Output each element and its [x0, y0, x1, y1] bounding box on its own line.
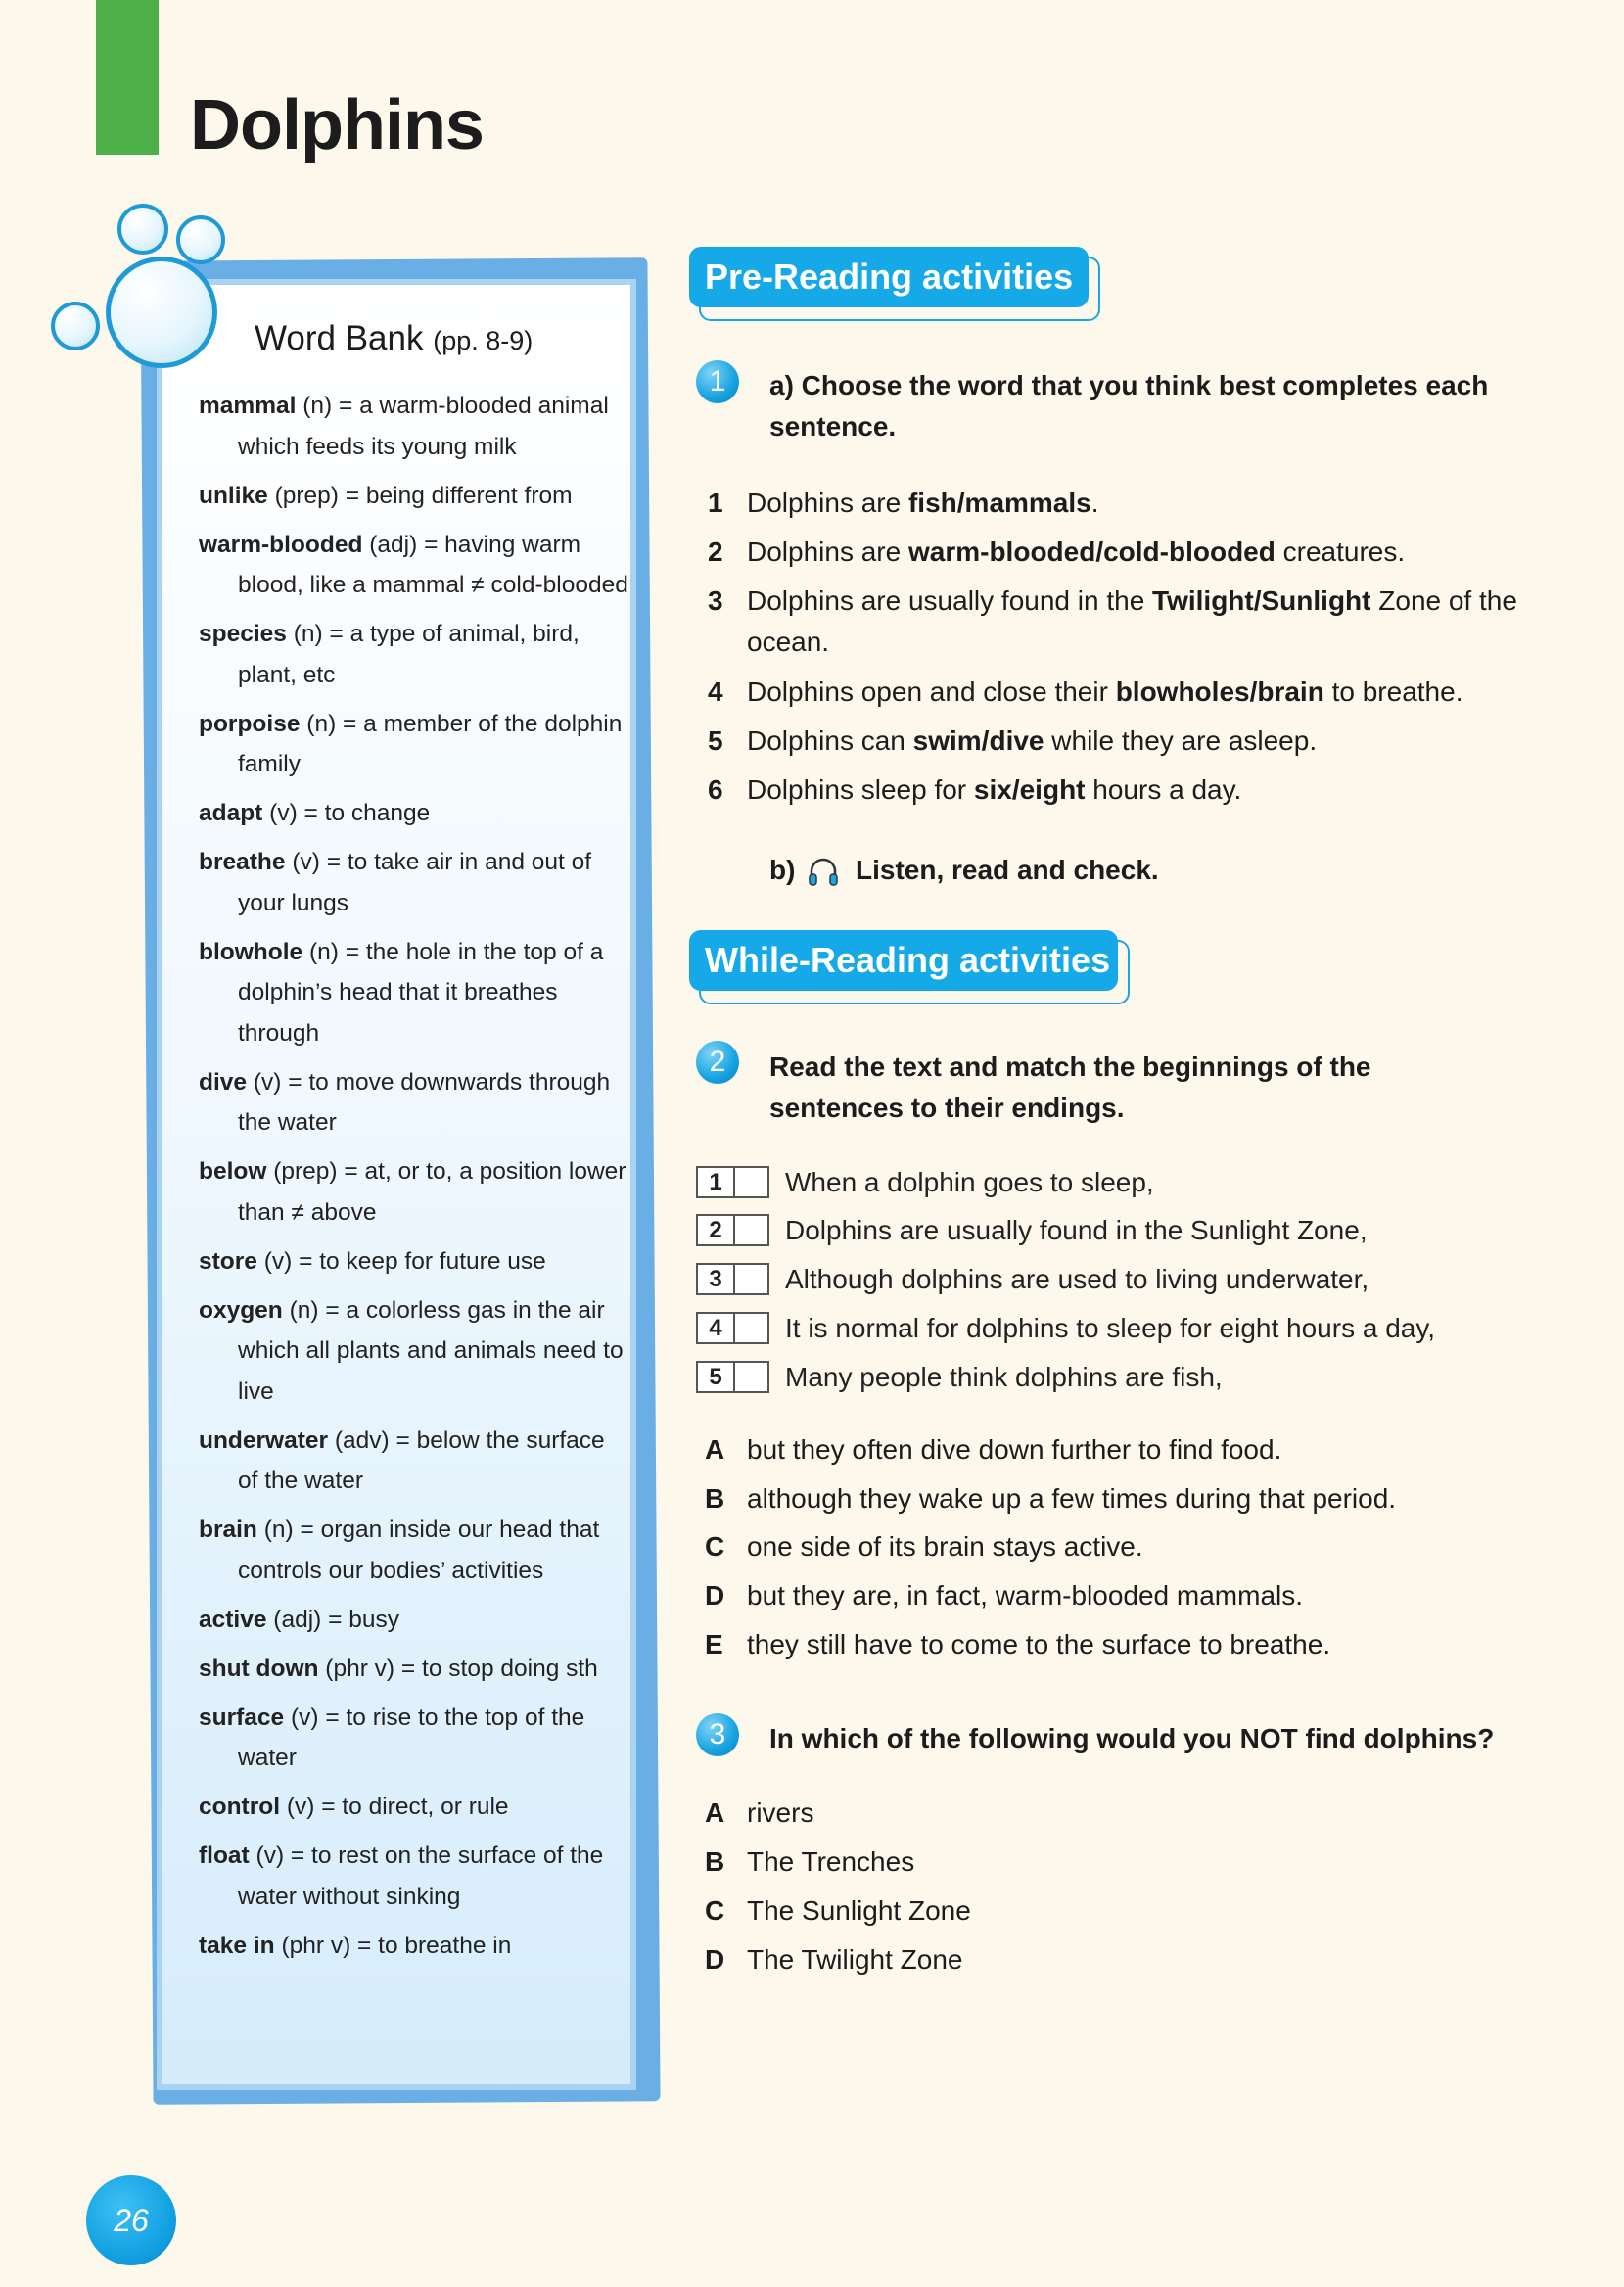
word-bank-entry: [199, 1926, 629, 1967]
word-bank-heading: Word Bank: [255, 319, 424, 357]
word-bank-pos: (n): [293, 621, 323, 647]
word-bank-pos: (prep): [274, 482, 339, 509]
item-text: [747, 581, 1520, 663]
word-bank-pos: (v): [255, 1843, 285, 1869]
option-letter: A: [705, 1797, 725, 1828]
answer-box-number: 4: [698, 1314, 735, 1342]
word-bank-word: control: [199, 1794, 281, 1820]
word-bank-entry: [199, 476, 629, 517]
beginning-text: Dolphins are usually found in the Sunlight Zone,: [785, 1215, 1368, 1245]
word-bank-word: shut down: [199, 1655, 319, 1682]
bubble-icon: [176, 215, 225, 264]
item-text-after: Zone of the ocean.: [747, 585, 1517, 657]
word-bank-pos: (adj): [273, 1606, 322, 1633]
word-bank-definition: = to rise to the top of the water: [238, 1704, 585, 1771]
word-bank-pages: (pp. 8-9): [433, 326, 534, 355]
word-bank-pos: (prep): [273, 1158, 338, 1185]
word-bank-entry: [199, 1600, 629, 1641]
option-text: The Twilight Zone: [747, 1944, 963, 1975]
beginning-text: Many people think dolphins are fish,: [785, 1362, 1223, 1392]
item-text-after: while they are asleep.: [1044, 725, 1318, 756]
item-text: [747, 721, 1520, 762]
item-text: [747, 532, 1520, 573]
answer-box-number: 1: [698, 1168, 735, 1196]
word-bank-definition: = to stop doing sth: [400, 1655, 598, 1682]
word-bank-word: species: [199, 621, 287, 647]
word-bank-pos: (v): [292, 849, 320, 875]
exercise-1b-instruction: [769, 850, 1455, 891]
item-choice[interactable]: Twilight/Sunlight: [1152, 585, 1371, 616]
word-bank-definition: = to breathe in: [357, 1932, 512, 1959]
word-bank-entry: [199, 1151, 629, 1233]
word-bank-definition: = below the surface of the water: [238, 1426, 605, 1494]
word-bank-entry: [199, 1062, 629, 1144]
option-letter: B: [705, 1846, 725, 1877]
item-choice[interactable]: warm-blooded/cold-blooded: [907, 537, 1276, 567]
word-bank-pos: (n): [302, 393, 333, 419]
word-bank-definition: = a warm-blooded animal which feeds its young milk: [238, 393, 609, 460]
word-bank-pos: (v): [290, 1704, 319, 1731]
word-bank-entry: [199, 932, 629, 1054]
word-bank-definition: = being different from: [345, 482, 573, 509]
headphones-icon: [807, 856, 840, 889]
ending-letter: B: [705, 1483, 725, 1514]
ending-text: they still have to come to the surface to breathe.: [747, 1629, 1331, 1659]
word-bank-definition: = to move downwards through the water: [238, 1068, 611, 1136]
word-bank-entry: [199, 1787, 629, 1828]
exercise-3-number: 3: [696, 1713, 739, 1756]
word-bank-entry: [199, 704, 629, 785]
word-bank-word: float: [199, 1843, 250, 1869]
beginning-text: Although dolphins are used to living underwater,: [785, 1264, 1369, 1294]
word-bank-definition: = having warm blood, like a mammal ≠ cold-blooded: [238, 531, 628, 598]
word-bank-entry: [199, 1698, 629, 1779]
word-bank-definition: = the hole in the top of a dolphin’s head that it breathes through: [238, 938, 604, 1047]
word-bank-word: take in: [199, 1932, 275, 1959]
word-bank-word: brain: [199, 1517, 257, 1543]
item-text-after: .: [1090, 488, 1099, 518]
word-bank-word: active: [199, 1606, 267, 1633]
exercise-2-number: 2: [696, 1041, 739, 1084]
word-bank-entry: [199, 1290, 629, 1413]
word-bank-pos: (n): [308, 938, 339, 965]
word-bank-definition: = organ inside our head that controls our bodies’ activities: [238, 1517, 600, 1584]
item-number: 3: [708, 585, 723, 616]
word-bank-definition: = busy: [328, 1606, 399, 1633]
beginning-text: When a dolphin goes to sleep,: [785, 1167, 1154, 1197]
option-letter: C: [705, 1895, 725, 1926]
item-choice[interactable]: fish/mammals: [907, 488, 1091, 518]
exercise-2-instruction: Read the text and match the beginnings of the sentences to their endings.: [769, 1051, 1371, 1123]
word-bank-word: porpoise: [199, 710, 301, 737]
while-reading-header: While-Reading activities: [689, 930, 1118, 991]
word-bank-pos: (v): [263, 1247, 293, 1275]
word-bank-definition: = to change: [303, 800, 431, 826]
bubble-large-icon: [106, 257, 217, 368]
word-bank-title: [255, 319, 533, 358]
item-text-before: Dolphins sleep for: [747, 774, 974, 805]
word-bank-entry: [199, 1836, 629, 1917]
answer-box[interactable]: [696, 1312, 769, 1344]
word-bank-entry: [199, 842, 629, 923]
word-bank-pos: (v): [253, 1068, 282, 1096]
answer-box[interactable]: [696, 1214, 769, 1246]
item-text: [747, 483, 1520, 524]
word-bank-word: dive: [199, 1068, 248, 1096]
word-bank-definition: = a member of the dolphin family: [238, 710, 623, 777]
ending-letter: A: [705, 1434, 725, 1465]
word-bank-definition: = to keep for future use: [299, 1247, 546, 1275]
option-text: The Sunlight Zone: [747, 1895, 971, 1926]
word-bank-pos: (v): [269, 800, 298, 826]
item-text-before: Dolphins can: [747, 725, 913, 756]
word-bank-word: store: [199, 1247, 257, 1275]
word-bank-pos: (n): [306, 710, 337, 737]
beginning-text: It is normal for dolphins to sleep for eight hours a day,: [785, 1313, 1436, 1343]
item-number: 2: [708, 537, 723, 567]
word-bank-word: warm-blooded: [199, 531, 363, 558]
ending-letter: D: [705, 1580, 725, 1610]
item-text-before: Dolphins are usually found in the: [747, 585, 1153, 616]
item-number: 4: [708, 677, 723, 707]
item-number: 1: [708, 488, 723, 518]
word-bank-definition: = at, or to, a position lower than ≠ above: [238, 1158, 626, 1226]
word-bank-list: [199, 386, 629, 1975]
word-bank-entry: [199, 614, 629, 695]
bubble-icon: [117, 204, 168, 255]
word-bank-word: adapt: [199, 800, 263, 826]
word-bank-pos: (v): [286, 1794, 315, 1820]
item-choice[interactable]: swim/dive: [912, 725, 1044, 756]
answer-box-number: 3: [698, 1265, 735, 1293]
page-title: Dolphins: [190, 86, 484, 164]
word-bank-pos: (adv): [334, 1426, 390, 1454]
word-bank-pos: (n): [263, 1517, 294, 1543]
item-number: 6: [708, 774, 723, 805]
exercise-3-instruction: In which of the following would you NOT find dolphins?: [769, 1723, 1495, 1753]
ending-text: one side of its brain stays active.: [747, 1531, 1143, 1562]
exercise-1b-text: Listen, read and check.: [856, 855, 1159, 885]
exercise-1-instruction: a) Choose the word that you think best completes each sentence.: [769, 370, 1489, 442]
word-bank-word: underwater: [199, 1426, 329, 1454]
item-text: [747, 770, 1520, 811]
word-bank-pos: (phr v): [281, 1932, 351, 1959]
ending-text: but they often dive down further to find food.: [747, 1434, 1282, 1465]
word-bank-word: mammal: [199, 393, 297, 419]
word-bank-word: blowhole: [199, 938, 303, 965]
item-number: 5: [708, 725, 723, 756]
word-bank-entry: [199, 386, 629, 467]
title-accent-bar: [96, 0, 159, 155]
option-letter: D: [705, 1944, 725, 1975]
item-text-after: hours a day.: [1085, 774, 1242, 805]
option-text: rivers: [747, 1797, 814, 1828]
word-bank-word: breathe: [199, 849, 286, 875]
word-bank-word: surface: [199, 1704, 285, 1731]
word-bank-word: oxygen: [199, 1296, 283, 1324]
item-text-after: to breathe.: [1323, 677, 1463, 707]
answer-box[interactable]: [696, 1166, 769, 1198]
item-text-before: Dolphins are: [747, 488, 908, 518]
word-bank-pos: (phr v): [325, 1655, 395, 1682]
word-bank-entry: [199, 1510, 629, 1591]
ending-letter: C: [705, 1531, 725, 1562]
bubble-icon: [51, 302, 100, 350]
option-text: The Trenches: [747, 1846, 915, 1877]
answer-box-number: 2: [698, 1216, 735, 1244]
item-text-after: creatures.: [1275, 537, 1406, 567]
item-text-before: Dolphins open and close their: [747, 677, 1116, 707]
item-text-before: Dolphins are: [747, 537, 908, 567]
word-bank-word: unlike: [199, 482, 268, 509]
word-bank-pos: (adj): [369, 531, 418, 558]
exercise-1b-label: b): [769, 855, 796, 885]
ending-letter: E: [705, 1629, 723, 1659]
pre-reading-header: Pre-Reading activities: [689, 247, 1089, 307]
ending-text: but they are, in fact, warm-blooded mammals.: [747, 1580, 1304, 1610]
page-number: 26: [86, 2175, 176, 2265]
word-bank-entry: [199, 1241, 629, 1283]
word-bank-pos: (n): [289, 1296, 319, 1324]
word-bank-word: below: [199, 1158, 267, 1185]
word-bank-definition: = a colorless gas in the air which all plants and animals need to live: [238, 1296, 624, 1405]
answer-box-number: 5: [698, 1363, 735, 1391]
answer-box[interactable]: [696, 1263, 769, 1295]
item-choice[interactable]: blowholes/brain: [1115, 677, 1324, 707]
ending-text: although they wake up a few times during that period.: [747, 1483, 1397, 1514]
item-text: [747, 672, 1520, 713]
exercise-1-number: 1: [696, 360, 739, 403]
answer-box[interactable]: [696, 1361, 769, 1393]
item-choice[interactable]: six/eight: [973, 774, 1086, 805]
word-bank-entry: [199, 525, 629, 606]
word-bank-definition: = to take air in and out of your lungs: [238, 849, 592, 916]
word-bank-definition: = a type of animal, bird, plant, etc: [238, 621, 580, 688]
word-bank-entry: [199, 1421, 629, 1502]
word-bank-entry: [199, 1649, 629, 1690]
word-bank-definition: = to rest on the surface of the water without sinking: [238, 1843, 604, 1910]
word-bank-entry: [199, 793, 629, 834]
word-bank-definition: = to direct, or rule: [321, 1794, 509, 1820]
